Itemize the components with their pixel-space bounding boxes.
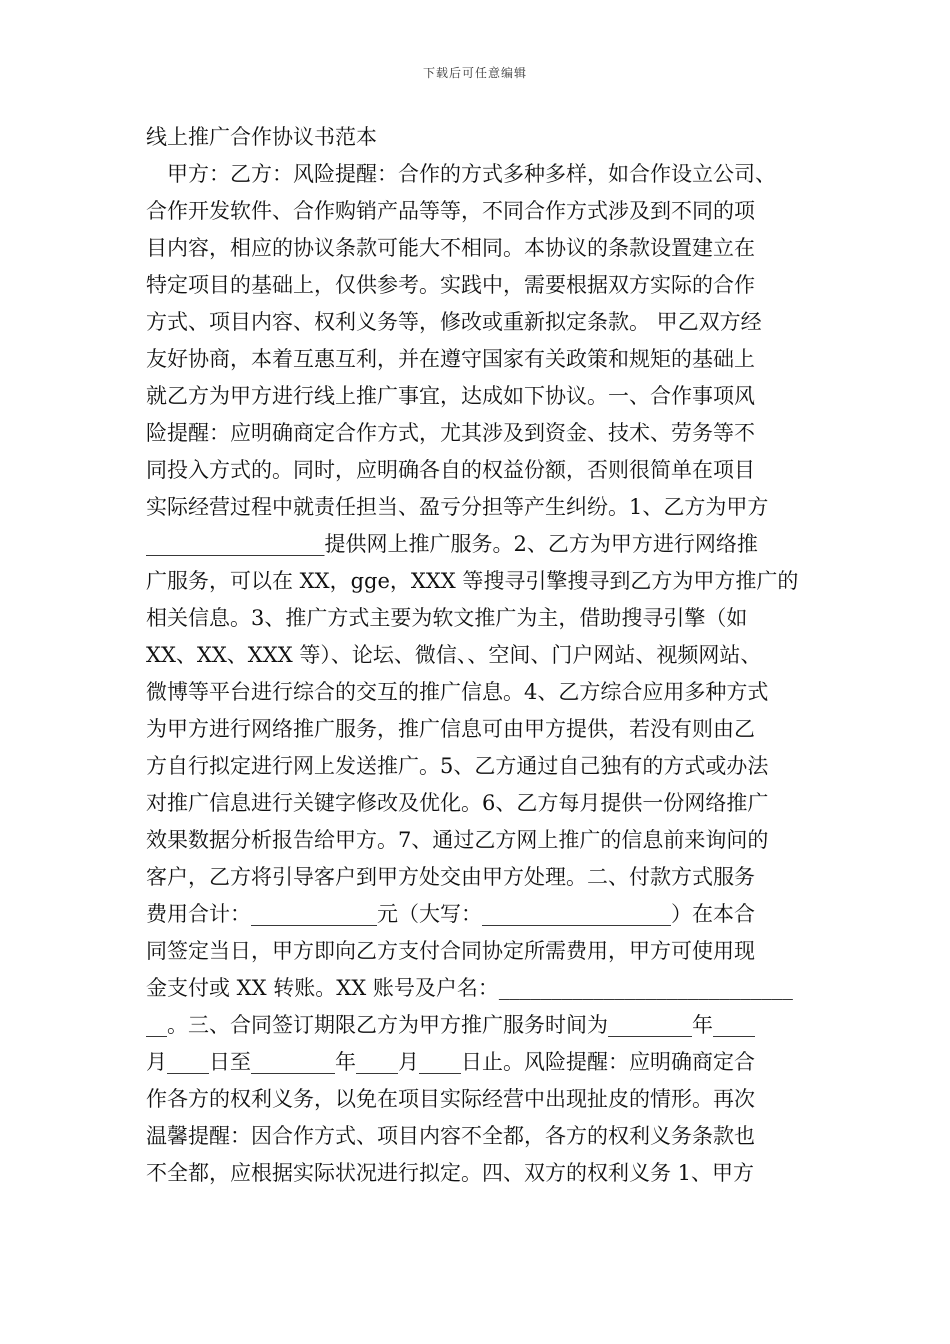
paragraph-line: 为甲方进行网络推广服务，推广信息可由甲方提供，若没有则由乙 bbox=[146, 717, 755, 741]
paragraph-line: __。三、合同签订期限乙方为甲方推广服务时间为________年____ bbox=[146, 1013, 755, 1037]
paragraph-line: 金支付或 XX 转账。XX 账号及户名：____________________________ bbox=[146, 976, 793, 1000]
paragraph-line: 友好协商，本着互惠互利，并在遵守国家有关政策和规矩的基础上 bbox=[146, 347, 755, 371]
paragraph-line: 合作开发软件、合作购销产品等等，不同合作方式涉及到不同的项 bbox=[146, 199, 755, 223]
paragraph-line: 对推广信息进行关键字修改及优化。6、乙方每月提供一份网络推广 bbox=[146, 791, 769, 815]
paragraph-line: 险提醒：应明确商定合作方式，尤其涉及到资金、技术、劳务等不 bbox=[146, 421, 755, 445]
document-title: 线上推广合作协议书范本 bbox=[146, 125, 377, 149]
paragraph-line: 客户，乙方将引导客户到甲方处交由甲方处理。二、付款方式服务 bbox=[146, 865, 755, 889]
paragraph-line: 特定项目的基础上，仅供参考。实践中，需要根据双方实际的合作 bbox=[146, 273, 755, 297]
page-header: 下载后可任意编辑 bbox=[422, 66, 527, 80]
paragraph-line: 方式、项目内容、权利义务等，修改或重新拟定条款。 甲乙双方经 bbox=[146, 310, 762, 334]
paragraph-line: 相关信息。3、推广方式主要为软文推广为主，借助搜寻引擎（如 bbox=[146, 606, 748, 630]
paragraph-line: 作各方的权利义务，以免在项目实际经营中出现扯皮的情形。再次 bbox=[146, 1087, 755, 1111]
paragraph-line: _________________提供网上推广服务。2、乙方为甲方进行网络推 bbox=[146, 532, 758, 556]
paragraph-line: 就乙方为甲方进行线上推广事宜，达成如下协议。一、合作事项风 bbox=[146, 384, 755, 408]
paragraph-line: 方自行拟定进行网上发送推广。5、乙方通过自己独有的方式或办法 bbox=[146, 754, 769, 778]
paragraph-line: 不全都，应根据实际状况进行拟定。四、双方的权利义务 1、甲方 bbox=[146, 1161, 755, 1185]
paragraph-line: 同签定当日，甲方即向乙方支付合同协定所需费用，甲方可使用现 bbox=[146, 939, 755, 963]
paragraph-line: 微博等平台进行综合的交互的推广信息。4、乙方综合应用多种方式 bbox=[146, 680, 769, 704]
paragraph-line: 温馨提醒：因合作方式、项目内容不全都，各方的权利义务条款也 bbox=[146, 1124, 755, 1148]
paragraph-line: 月____日至________年____月____日止。风险提醒：应明确商定合 bbox=[146, 1050, 755, 1074]
paragraph-line: 实际经营过程中就责任担当、盈亏分担等产生纠纷。1、乙方为甲方 bbox=[146, 495, 769, 519]
document-body bbox=[146, 156, 808, 1192]
paragraph-line: 同投入方式的。同时，应明确各自的权益份额，否则很简单在项目 bbox=[146, 458, 755, 482]
paragraph-line: 目内容，相应的协议条款可能大不相同。本协议的条款设置建立在 bbox=[146, 236, 755, 260]
paragraph-line: 费用合计：____________元（大写：__________________）在本合 bbox=[146, 902, 755, 926]
paragraph-line: 甲方：乙方：风险提醒：合作的方式多种多样，如合作设立公司、 bbox=[167, 162, 776, 186]
paragraph-line: 广服务，可以在 XX，gge，XXX 等搜寻引擎搜寻到乙方为甲方推广的 bbox=[146, 569, 799, 593]
paragraph-line: XX、XX、XXX 等）、论坛、微信、、空间、门户网站、视频网站、 bbox=[146, 643, 762, 667]
paragraph-line: 效果数据分析报告给甲方。7、通过乙方网上推广的信息前来询问的 bbox=[146, 828, 769, 852]
